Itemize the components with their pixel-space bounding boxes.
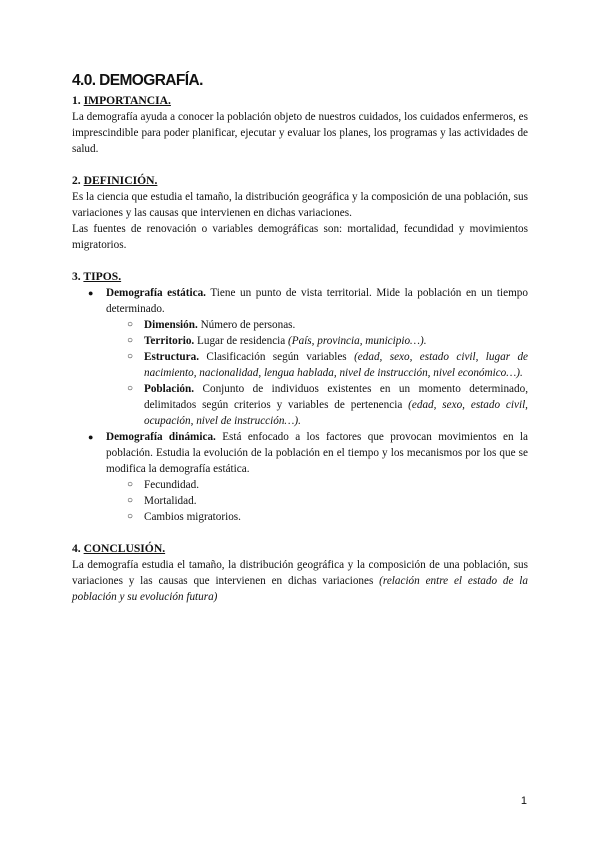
list-item-fecundidad <box>106 477 528 493</box>
term: Demografía dinámica. <box>106 431 216 443</box>
section-number: 3. <box>72 270 81 283</box>
italic-note: (País, provincia, municipio…). <box>288 335 427 347</box>
description: Está enfocado a los factores que provocan movimientos en la población. Estudia la evolución de la población en el tiempo y los mecanismos por los que se modifica la demografía estática. <box>106 431 529 475</box>
tipos-list <box>72 285 528 525</box>
bullet-dot-icon: ● <box>88 432 94 442</box>
section-number: 4. <box>72 542 81 555</box>
section-title: IMPORTANCIA. <box>83 94 171 107</box>
italic-note: (relación entre el estado de la población y su evolución futura) <box>72 575 528 603</box>
description: Clasificación según variables <box>206 351 347 363</box>
section-number: 2. <box>72 174 81 187</box>
list-item-dimension <box>106 317 528 333</box>
list-item-territorio <box>106 333 528 349</box>
bullet-circle-icon: ○ <box>127 383 134 394</box>
document-page <box>72 70 528 605</box>
bullet-circle-icon: ○ <box>127 351 134 362</box>
section-number: 1. <box>72 94 81 107</box>
list-item-cambios-migratorios <box>106 509 528 525</box>
term: Territorio. <box>144 335 195 347</box>
description: Tiene un punto de vista territorial. Mide la población en un tiempo determinado. <box>106 287 528 315</box>
section-heading-tipos <box>72 269 528 285</box>
conclusion-text: La demografía estudia el tamaño, la distribución geográfica y la composición de una población, sus variaciones y las causas que intervienen en dichas variaciones <box>72 559 528 587</box>
italic-note: (edad, sexo, estado civil, lugar de nacimiento, nacionalidad, lengua hablada, nivel de instrucción, nivel económico…). <box>144 351 528 379</box>
term: Población. <box>144 383 195 395</box>
definicion-paragraph-2: Las fuentes de renovación o variables demográficas son: mortalidad, fecundidad y movimientos migratorios. <box>72 223 528 251</box>
bullet-dot-icon: ● <box>88 288 94 298</box>
importancia-paragraph: La demografía ayuda a conocer la población objeto de nuestros cuidados, los cuidados enfermeros, es imprescindible para poder planificar, ejecutar y evaluar los planes, los programas y las actividades de salud. <box>72 111 528 155</box>
list-item-poblacion <box>106 381 528 429</box>
dinamica-sublist <box>106 477 528 525</box>
description: Número de personas. <box>200 319 296 331</box>
estatica-sublist <box>106 317 528 429</box>
bullet-circle-icon: ○ <box>127 511 134 522</box>
term: Demografía estática. <box>106 287 206 299</box>
list-item-demografia-dinamica <box>72 429 528 525</box>
bullet-circle-icon: ○ <box>127 319 134 330</box>
term: Estructura. <box>144 351 199 363</box>
conclusion-paragraph <box>72 557 528 605</box>
section-heading-importancia <box>72 93 528 109</box>
description: Fecundidad. <box>144 479 199 491</box>
description: Cambios migratorios. <box>144 511 241 523</box>
description: Conjunto de individuos existentes en un momento determinado, delimitados según criterios y variables de pertenencia <box>144 383 528 411</box>
bullet-circle-icon: ○ <box>127 495 134 506</box>
section-title: DEFINICIÓN. <box>83 174 158 187</box>
bullet-circle-icon: ○ <box>127 479 134 490</box>
section-title: CONCLUSIÓN. <box>83 542 166 555</box>
description: Lugar de residencia <box>197 335 286 347</box>
bullet-circle-icon: ○ <box>127 335 134 346</box>
list-item-estructura <box>106 349 528 381</box>
description: Mortalidad. <box>144 495 197 507</box>
page-title: 4.0. DEMOGRAFÍA. <box>72 72 203 89</box>
section-heading-definicion <box>72 173 528 189</box>
italic-note: (edad, sexo, estado civil, ocupación, nivel de instrucción…). <box>144 399 528 427</box>
page-number: 1 <box>520 795 527 807</box>
list-item-mortalidad <box>106 493 528 509</box>
definicion-paragraph-1: Es la ciencia que estudia el tamaño, la distribución geográfica y la composición de una población, sus variaciones y las causas que intervienen en dichas variaciones. <box>72 191 528 219</box>
term: Dimensión. <box>144 319 198 331</box>
section-heading-conclusion <box>72 541 528 557</box>
list-item-demografia-estatica <box>72 285 528 429</box>
section-title: TIPOS. <box>83 270 122 283</box>
